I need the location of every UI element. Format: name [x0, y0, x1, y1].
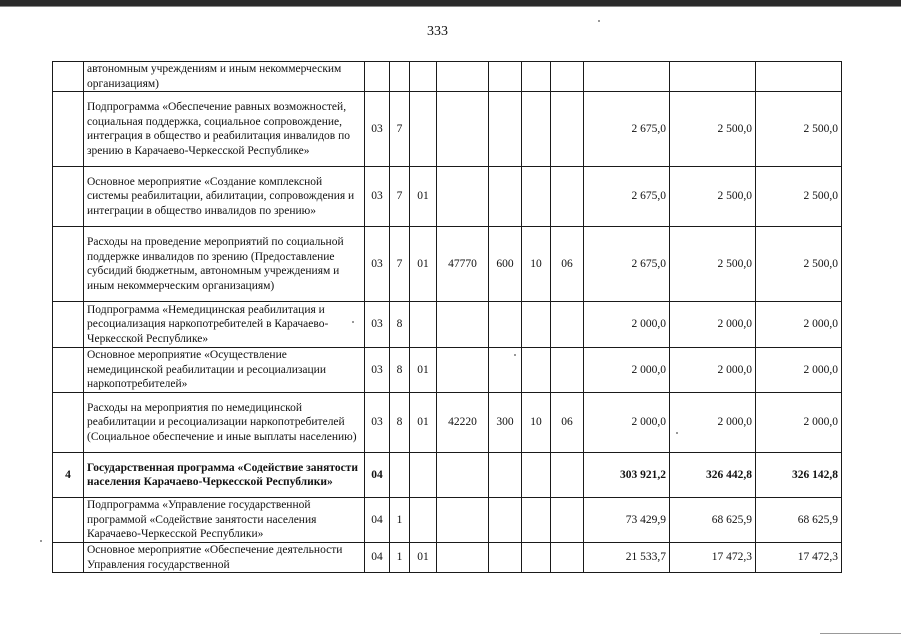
row-number: 4 — [53, 453, 84, 498]
row-number — [53, 543, 84, 573]
code-cell — [437, 92, 489, 167]
code-cell: 03 — [365, 92, 390, 167]
code-cell: 01 — [410, 227, 437, 302]
code-cell — [410, 92, 437, 167]
row-name: Расходы на проведение мероприятий по социальной поддержке инвалидов по зрению (Предоставление субсидий бюджетным, автономным учреждениям и иным некоммерческим организациям) — [84, 227, 365, 302]
table-row — [53, 92, 842, 167]
code-cell — [522, 92, 551, 167]
amount-cell: 2 500,0 — [756, 167, 842, 227]
code-cell — [551, 92, 584, 167]
amount-cell: 2 500,0 — [756, 92, 842, 167]
amount-cell: 2 675,0 — [584, 167, 670, 227]
amount-cell: 2 500,0 — [670, 92, 756, 167]
code-cell — [522, 453, 551, 498]
amount-cell — [670, 62, 756, 92]
code-cell — [522, 498, 551, 543]
code-cell: 42220 — [437, 393, 489, 453]
code-cell — [489, 62, 522, 92]
row-name: Основное мероприятие «Осуществление немедицинской реабилитации и ресоциализации наркопотребителей» — [84, 348, 365, 393]
row-name: Расходы на мероприятия по немедицинской реабилитации и ресоциализации наркопотребителей (Социальное обеспечение и иные выплаты населению) — [84, 393, 365, 453]
scan-speck — [352, 321, 354, 323]
code-cell — [551, 167, 584, 227]
code-cell — [437, 348, 489, 393]
code-cell — [522, 348, 551, 393]
amount-cell — [584, 62, 670, 92]
amount-cell: 68 625,9 — [756, 498, 842, 543]
table-row — [53, 498, 842, 543]
budget-table-body — [53, 62, 842, 573]
row-name: Основное мероприятие «Создание комплексной системы реабилитации, абилитации, сопровождения и интеграции в общество инвалидов по зрению» — [84, 167, 365, 227]
amount-cell: 2 500,0 — [670, 167, 756, 227]
code-cell: 01 — [410, 348, 437, 393]
row-name: Подпрограмма «Управление государственной программой «Содействие занятости населения Карачаево-Черкесской Республики» — [84, 498, 365, 543]
scan-edge-line — [820, 633, 901, 634]
code-cell: 06 — [551, 393, 584, 453]
code-cell: 01 — [410, 167, 437, 227]
code-cell — [437, 302, 489, 348]
code-cell — [437, 453, 489, 498]
amount-cell: 2 500,0 — [670, 227, 756, 302]
amount-cell: 2 000,0 — [584, 393, 670, 453]
table-row — [53, 348, 842, 393]
row-number — [53, 227, 84, 302]
amount-cell: 2 000,0 — [756, 302, 842, 348]
amount-cell: 2 000,0 — [756, 393, 842, 453]
table-row — [53, 167, 842, 227]
code-cell: 03 — [365, 167, 390, 227]
page-number: 333 — [427, 24, 448, 39]
scan-speck — [598, 20, 600, 22]
table-row — [53, 393, 842, 453]
code-cell — [437, 543, 489, 573]
code-cell — [437, 498, 489, 543]
amount-cell: 2 000,0 — [756, 348, 842, 393]
amount-cell: 2 675,0 — [584, 92, 670, 167]
code-cell — [551, 543, 584, 573]
code-cell — [365, 62, 390, 92]
code-cell — [437, 167, 489, 227]
top-border-thin — [0, 6, 901, 7]
code-cell: 1 — [390, 498, 410, 543]
code-cell: 04 — [365, 498, 390, 543]
amount-cell: 303 921,2 — [584, 453, 670, 498]
amount-cell: 2 675,0 — [584, 227, 670, 302]
table-row — [53, 543, 842, 573]
code-cell — [390, 62, 410, 92]
code-cell — [410, 302, 437, 348]
row-number — [53, 498, 84, 543]
code-cell: 10 — [522, 393, 551, 453]
code-cell: 47770 — [437, 227, 489, 302]
code-cell — [551, 498, 584, 543]
amount-cell — [756, 62, 842, 92]
code-cell: 1 — [390, 543, 410, 573]
code-cell — [551, 62, 584, 92]
code-cell: 03 — [365, 302, 390, 348]
code-cell: 10 — [522, 227, 551, 302]
code-cell — [551, 302, 584, 348]
row-name: Подпрограмма «Немедицинская реабилитация и ресоциализация наркопотребителей в Карачаево-Черкесской Республике» — [84, 302, 365, 348]
code-cell — [522, 543, 551, 573]
budget-table — [52, 61, 842, 573]
code-cell — [551, 348, 584, 393]
table-row — [53, 227, 842, 302]
row-name: Подпрограмма «Обеспечение равных возможностей, социальная поддержка, социальное сопровождение, интеграция в общество и реабилитация инвалидов по зрению в Карачаево-Черкесской Республике» — [84, 92, 365, 167]
scan-speck — [514, 354, 516, 356]
code-cell: 06 — [551, 227, 584, 302]
amount-cell: 2 000,0 — [584, 302, 670, 348]
amount-cell: 17 472,3 — [756, 543, 842, 573]
code-cell — [489, 92, 522, 167]
code-cell — [489, 453, 522, 498]
table-row — [53, 62, 842, 92]
code-cell: 03 — [365, 348, 390, 393]
code-cell: 04 — [365, 543, 390, 573]
row-number — [53, 62, 84, 92]
code-cell: 8 — [390, 348, 410, 393]
code-cell: 7 — [390, 167, 410, 227]
code-cell: 8 — [390, 393, 410, 453]
code-cell — [410, 498, 437, 543]
code-cell — [522, 302, 551, 348]
amount-cell: 326 442,8 — [670, 453, 756, 498]
amount-cell: 2 000,0 — [670, 393, 756, 453]
row-number — [53, 167, 84, 227]
amount-cell: 73 429,9 — [584, 498, 670, 543]
code-cell — [437, 62, 489, 92]
code-cell: 8 — [390, 302, 410, 348]
amount-cell: 326 142,8 — [756, 453, 842, 498]
code-cell: 04 — [365, 453, 390, 498]
code-cell: 03 — [365, 227, 390, 302]
code-cell — [522, 167, 551, 227]
amount-cell: 2 000,0 — [670, 348, 756, 393]
code-cell — [522, 62, 551, 92]
row-number — [53, 92, 84, 167]
row-number — [53, 302, 84, 348]
code-cell — [551, 453, 584, 498]
amount-cell: 21 533,7 — [584, 543, 670, 573]
amount-cell: 2 000,0 — [584, 348, 670, 393]
row-name: автономным учреждениям и иным некоммерческим организациям) — [84, 62, 365, 92]
code-cell — [410, 62, 437, 92]
code-cell — [489, 348, 522, 393]
amount-cell: 2 500,0 — [756, 227, 842, 302]
code-cell: 300 — [489, 393, 522, 453]
row-number — [53, 348, 84, 393]
code-cell: 7 — [390, 227, 410, 302]
code-cell: 03 — [365, 393, 390, 453]
scan-speck — [676, 432, 678, 434]
code-cell: 01 — [410, 393, 437, 453]
code-cell — [489, 543, 522, 573]
code-cell — [410, 453, 437, 498]
amount-cell: 2 000,0 — [670, 302, 756, 348]
code-cell: 01 — [410, 543, 437, 573]
table-row — [53, 453, 842, 498]
row-name: Основное мероприятие «Обеспечение деятельности Управления государственной — [84, 543, 365, 573]
amount-cell: 17 472,3 — [670, 543, 756, 573]
code-cell — [390, 453, 410, 498]
code-cell: 7 — [390, 92, 410, 167]
code-cell — [489, 302, 522, 348]
scan-speck — [40, 540, 42, 542]
code-cell: 600 — [489, 227, 522, 302]
code-cell — [489, 498, 522, 543]
code-cell — [489, 167, 522, 227]
table-row — [53, 302, 842, 348]
amount-cell: 68 625,9 — [670, 498, 756, 543]
row-name: Государственная программа «Содействие занятости населения Карачаево-Черкесской Республики» — [84, 453, 365, 498]
row-number — [53, 393, 84, 453]
